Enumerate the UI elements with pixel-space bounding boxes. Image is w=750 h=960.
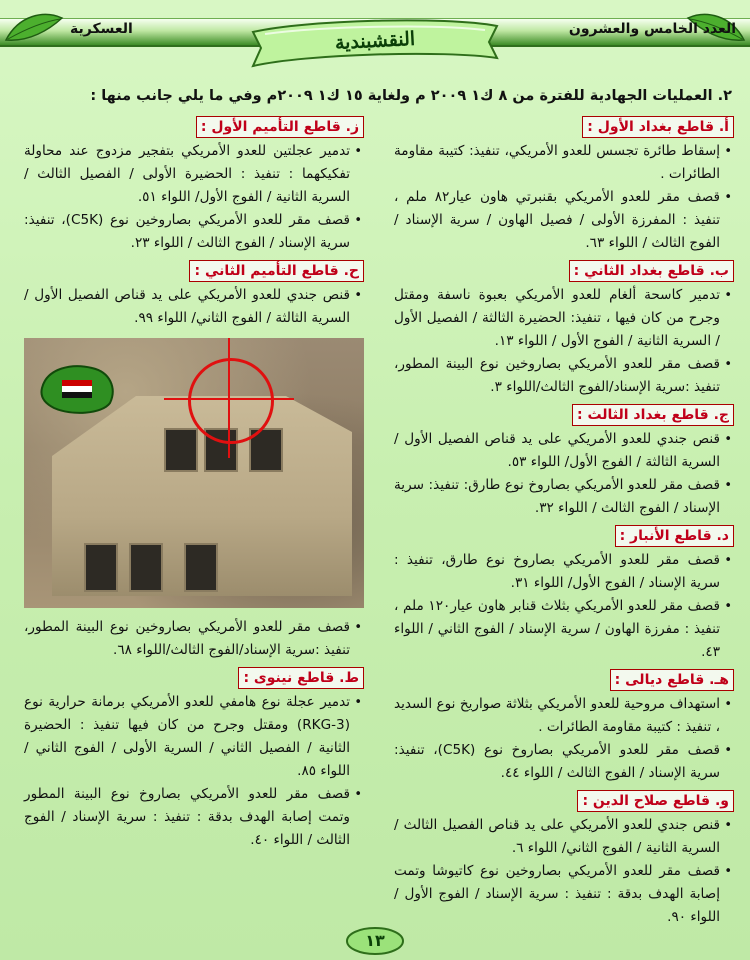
sector-diyala <box>394 667 734 785</box>
sector-tamim-1 <box>24 114 364 255</box>
operation-item: • قنص جندي للعدو الأمريكي على يد قناص الفصيل الثالث / السرية الثانية / الفوج الثاني/ اللواء ٦. <box>394 814 734 860</box>
vehicle-window <box>84 543 118 592</box>
intro-heading: ٢. العمليات الجهادية للفترة من ٨ ك١ ٢٠٠٩ م ولغاية ١٥ ك١ ٢٠٠٩م وفي ما يلي جانب منها : <box>90 88 732 104</box>
sector-anbar <box>394 523 734 664</box>
crosshair-vertical-icon <box>228 338 230 458</box>
sector-title: ح. قاطع التأميم الثاني : <box>189 260 364 282</box>
page-number: ١٣ <box>365 931 385 950</box>
sector-baghdad-3 <box>394 402 734 520</box>
leaf-ornament-left-icon <box>4 10 64 50</box>
sector-title: د. قاطع الأنبار : <box>615 525 734 547</box>
operation-item: • قصف مقر للعدو الأمريكي بصاروخ نوع البينة المطور وتمت إصابة الهدف بدقة : تنفيذ : سرية الإسناد / الفوج الثالث / اللواء ٤٠. <box>24 783 364 852</box>
right-column <box>394 114 734 932</box>
operation-item: • استهداف مروحية للعدو الأمريكي بثلاثة صواريخ نوع السديد ، تنفيذ : كتيبة مقاومة الطائرات . <box>394 693 734 739</box>
operation-item: • قصف مقر للعدو الأمريكي بصاروخين نوع البينة المطور، تنفيذ :سرية الإسناد/الفوج الثالث/اللواء ٣. <box>394 353 734 399</box>
sector-title: و. قاطع صلاح الدين : <box>577 790 734 812</box>
operation-item: • تدمير كاسحة ألغام للعدو الأمريكي بعبوة ناسفة ومقتل وجرح من كان فيها ، تنفيذ: الحضيرة الثالثة / الفصيل الأول / السرية الثانية / الفوج الأول / اللواء ١٣. <box>394 284 734 353</box>
sector-baghdad-1 <box>394 114 734 255</box>
operation-item: • قصف مقر للعدو الأمريكي بصاروخ نوع طارق: تنفيذ: سرية الإسناد / الفوج الثالث / اللواء ٣٢. <box>394 474 734 520</box>
operation-item: • تدمير عجلتين للعدو الأمريكي بتفجير مزدوج عند محاولة تفكيكهما : تنفيذ : الحضيرة الأولى / الفصيل الثالث / السرية الثانية / الفوج الأول/ اللواء ٥١. <box>24 140 364 209</box>
sector-title: ج. قاطع بغداد الثالث : <box>572 404 734 426</box>
operation-item: • قصف مقر للعدو الأمريكي بصاروخين نوع البينة المطور، تنفيذ :سرية الإسناد/الفوج الثالث/اللواء ٦٨. <box>24 616 364 662</box>
sniper-scope-photo <box>24 338 364 608</box>
sector-baghdad-2 <box>394 258 734 399</box>
photo-caption-item <box>24 616 364 662</box>
vehicle-window <box>184 543 218 592</box>
sector-salahuddin <box>394 788 734 929</box>
operation-item: • تدمير عجلة نوع هامفي للعدو الأمريكي برمانة حرارية نوع (RKG-3) ومقتل وجرح من كان فيها تنفيذ : الحضيرة الثانية / الفصيل الثاني / السرية الأولى / الفوج الثاني / اللواء ٨٥. <box>24 691 364 783</box>
magazine-title: النقشبندية <box>334 27 416 55</box>
section-label: العسكرية <box>70 21 133 37</box>
left-column <box>24 114 364 855</box>
sector-title: ب. قاطع بغداد الثاني : <box>569 260 734 282</box>
operation-item: • قصف مقر للعدو الأمريكي بصاروخين نوع كاتيوشا وتمت إصابة الهدف بدقة : تنفيذ : سرية الإسناد / الفوج الأول / اللواء ٩٠. <box>394 860 734 929</box>
sector-title: ط. قاطع نينوى : <box>238 667 364 689</box>
vehicle-window <box>164 428 198 472</box>
sector-title: ز. قاطع التأميم الأول : <box>196 116 364 138</box>
operation-item: • قصف مقر للعدو الأمريكي بصاروخين نوع (C5K)، تنفيذ: سرية الإسناد / الفوج الثالث / اللواء ٢٣. <box>24 209 364 255</box>
sector-tamim-2 <box>24 258 364 330</box>
crosshair-circle-icon <box>188 358 274 444</box>
sector-title: أ. قاطع بغداد الأول : <box>582 116 734 138</box>
operation-item: • قصف مقر للعدو الأمريكي بثلاث قنابر هاون عيار١٢٠ ملم ، تنفيذ : مفرزة الهاون / سرية الإسناد / الفوج الثاني / اللواء ٤٣. <box>394 595 734 664</box>
sector-title: هـ. قاطع ديالى : <box>610 669 734 691</box>
operation-item: • قنص جندي للعدو الأمريكي على يد قناص الفصيل الأول / السرية الثالثة / الفوج الثاني/ اللواء ٩٩. <box>24 284 364 330</box>
operation-item: • قصف مقر للعدو الأمريكي بصاروخ نوع (C5K)، تنفيذ: سرية الإسناد / الفوج الثالث / اللواء ٤٤. <box>394 739 734 785</box>
sector-nineveh <box>24 665 364 852</box>
vehicle-window <box>129 543 163 592</box>
issue-label: العدد الخامس والعشرون <box>568 21 736 37</box>
operation-item: • إسقاط طائرة تجسس للعدو الأمريكي، تنفيذ: كتيبة مقاومة الطائرات . <box>394 140 734 186</box>
iraq-map-emblem-icon <box>32 358 122 418</box>
operation-item: • قصف مقر للعدو الأمريكي بقنبرتي هاون عيار٨٢ ملم ، تنفيذ : المفرزة الأولى / فصيل الهاون / سرية الإسناد / الفوج الثالث / اللواء ٦٣. <box>394 186 734 255</box>
operation-item: • قنص جندي للعدو الأمريكي على يد قناص الفصيل الأول / السرية الثالثة / الفوج الأول/ اللواء ٥٣. <box>394 428 734 474</box>
operation-item: • قصف مقر للعدو الأمريكي بصاروخ نوع طارق، تنفيذ : سرية الإسناد / الفوج الأول/ اللواء ٣١. <box>394 549 734 595</box>
